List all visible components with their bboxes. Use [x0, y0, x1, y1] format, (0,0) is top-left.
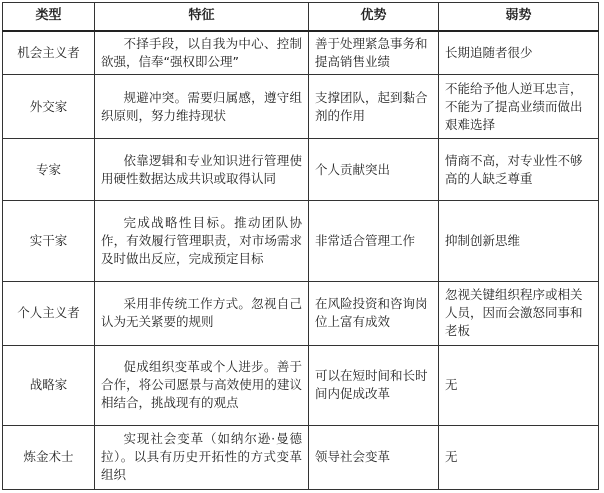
- table-header-row: [3, 3, 599, 31]
- cell-type: 炼金术士: [3, 425, 95, 489]
- cell-traits: 采用非传统工作方式。忽视自己认为无关紧要的规则: [95, 281, 309, 345]
- cell-weaknesses: 无: [439, 345, 599, 425]
- cell-weaknesses: 情商不高，对专业性不够高的人缺乏尊重: [439, 139, 599, 201]
- cell-traits: 规避冲突。需要归属感，遵守组织原则，努力维持现状: [95, 75, 309, 139]
- table-row: [3, 281, 599, 345]
- cell-strengths: 非常适合管理工作: [309, 201, 439, 281]
- table-row: [3, 425, 599, 489]
- table-row: [3, 345, 599, 425]
- table-row: [3, 201, 599, 281]
- table-row: [3, 139, 599, 201]
- cell-type: 机会主义者: [3, 31, 95, 75]
- cell-type: 专家: [3, 139, 95, 201]
- cell-type: 外交家: [3, 75, 95, 139]
- cell-weaknesses: 抑制创新思维: [439, 201, 599, 281]
- cell-strengths: 个人贡献突出: [309, 139, 439, 201]
- cell-weaknesses: 无: [439, 425, 599, 489]
- cell-weaknesses: 不能给予他人逆耳忠言，不能为了提高业绩而做出艰难选择: [439, 75, 599, 139]
- header-type: 类型: [3, 3, 95, 31]
- cell-traits: 完成战略性目标。推动团队协作，有效履行管理职责，对市场需求及时做出反应，完成预定目标: [95, 201, 309, 281]
- cell-traits: 促成组织变革或个人进步。善于合作，将公司愿景与高效使用的建议相结合，挑战现有的观点: [95, 345, 309, 425]
- cell-weaknesses: 忽视关键组织程序或相关人员，因而会激怒同事和老板: [439, 281, 599, 345]
- cell-type: 战略家: [3, 345, 95, 425]
- cell-strengths: 可以在短时间和长时间内促成改革: [309, 345, 439, 425]
- cell-traits: 不择手段，以自我为中心、控制欲强，信奉“强权即公理”: [95, 31, 309, 75]
- header-strengths: 优势: [309, 3, 439, 31]
- table-row: [3, 31, 599, 75]
- cell-strengths: 善于处理紧急事务和提高销售业绩: [309, 31, 439, 75]
- cell-weaknesses: 长期追随者很少: [439, 31, 599, 75]
- cell-type: 个人主义者: [3, 281, 95, 345]
- header-traits: 特征: [95, 3, 309, 31]
- cell-strengths: 在风险投资和咨询岗位上富有成效: [309, 281, 439, 345]
- table-row: [3, 75, 599, 139]
- header-weaknesses: 弱势: [439, 3, 599, 31]
- leadership-types-table: [2, 2, 599, 490]
- cell-traits: 实现社会变革（如纳尔逊·曼德拉）。以具有历史开拓性的方式变革组织: [95, 425, 309, 489]
- cell-traits: 依靠逻辑和专业知识进行管理使用硬性数据达成共识或取得认同: [95, 139, 309, 201]
- cell-type: 实干家: [3, 201, 95, 281]
- cell-strengths: 支撑团队，起到黏合剂的作用: [309, 75, 439, 139]
- cell-strengths: 领导社会变革: [309, 425, 439, 489]
